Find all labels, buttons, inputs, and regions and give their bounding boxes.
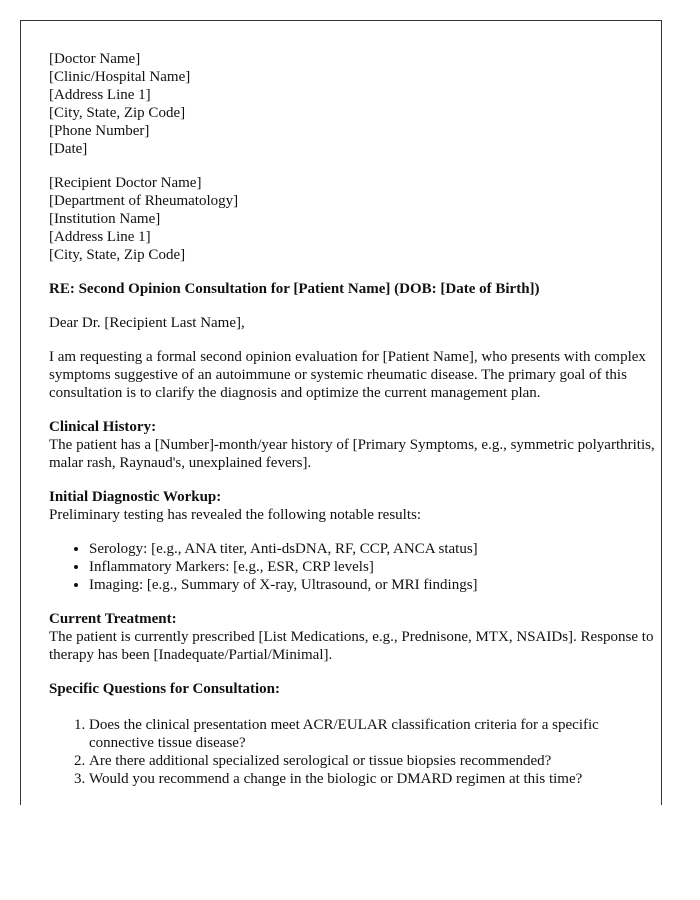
sender-name: [Doctor Name] <box>49 51 141 67</box>
questions-list <box>49 716 661 788</box>
recipient-department: [Department of Rheumatology] <box>49 193 239 209</box>
sender-city: [City, State, Zip Code] <box>49 105 186 121</box>
recipient-institution: [Institution Name] <box>49 211 161 227</box>
list-item: 2. Are there additional specialized serological or tissue biopsies recommended? <box>89 752 661 770</box>
workup-list <box>49 540 661 594</box>
treatment-text: The patient is currently prescribed [List Medications, e.g., Prednisone, MTX, NSAIDs]. Response to therapy has been [Inadequate/Partial/Minimal]. <box>49 629 654 663</box>
clinical-history-text: The patient has a [Number]-month/year history of [Primary Symptoms, e.g., symmetric polyarthritis, malar rash, Raynaud's, unexplained fevers]. <box>49 437 655 471</box>
sender-clinic: [Clinic/Hospital Name] <box>49 69 191 85</box>
recipient-name: [Recipient Doctor Name] <box>49 175 202 191</box>
list-item: • Serology: [e.g., ANA titer, Anti-dsDNA, RF, CCP, ANCA status] <box>89 540 661 558</box>
treatment-section <box>49 610 661 664</box>
sender-address <box>49 50 661 158</box>
recipient-address <box>49 174 661 264</box>
questions-heading: Specific Questions for Consultation: <box>49 681 280 697</box>
workup-section <box>49 488 661 524</box>
recipient-city: [City, State, Zip Code] <box>49 247 186 263</box>
workup-text: Preliminary testing has revealed the following notable results: <box>49 507 421 523</box>
clinical-history-section <box>49 418 661 472</box>
salutation: Dear Dr. [Recipient Last Name], <box>49 315 245 331</box>
list-item: 1. Does the clinical presentation meet ACR/EULAR classification criteria for a specific connective tissue disease? <box>89 716 661 752</box>
clinical-history-heading: Clinical History: <box>49 419 157 435</box>
list-item: • Imaging: [e.g., Summary of X-ray, Ultrasound, or MRI findings] <box>89 576 661 594</box>
workup-heading: Initial Diagnostic Workup: <box>49 489 222 505</box>
recipient-address-line: [Address Line 1] <box>49 229 151 245</box>
letter-date: [Date] <box>49 141 88 157</box>
letter-page <box>20 20 662 805</box>
treatment-heading: Current Treatment: <box>49 611 177 627</box>
list-item: • Inflammatory Markers: [e.g., ESR, CRP levels] <box>89 558 661 576</box>
sender-phone: [Phone Number] <box>49 123 150 139</box>
subject-line: RE: Second Opinion Consultation for [Patient Name] (DOB: [Date of Birth]) <box>49 281 540 297</box>
intro-paragraph: I am requesting a formal second opinion evaluation for [Patient Name], who presents with complex symptoms suggestive of an autoimmune or systemic rheumatic disease. The primary goal of this consultation is to clarify the diagnosis and optimize the current management plan. <box>49 349 646 401</box>
sender-address-line: [Address Line 1] <box>49 87 151 103</box>
list-item: 3. Would you recommend a change in the biologic or DMARD regimen at this time? <box>89 770 661 788</box>
